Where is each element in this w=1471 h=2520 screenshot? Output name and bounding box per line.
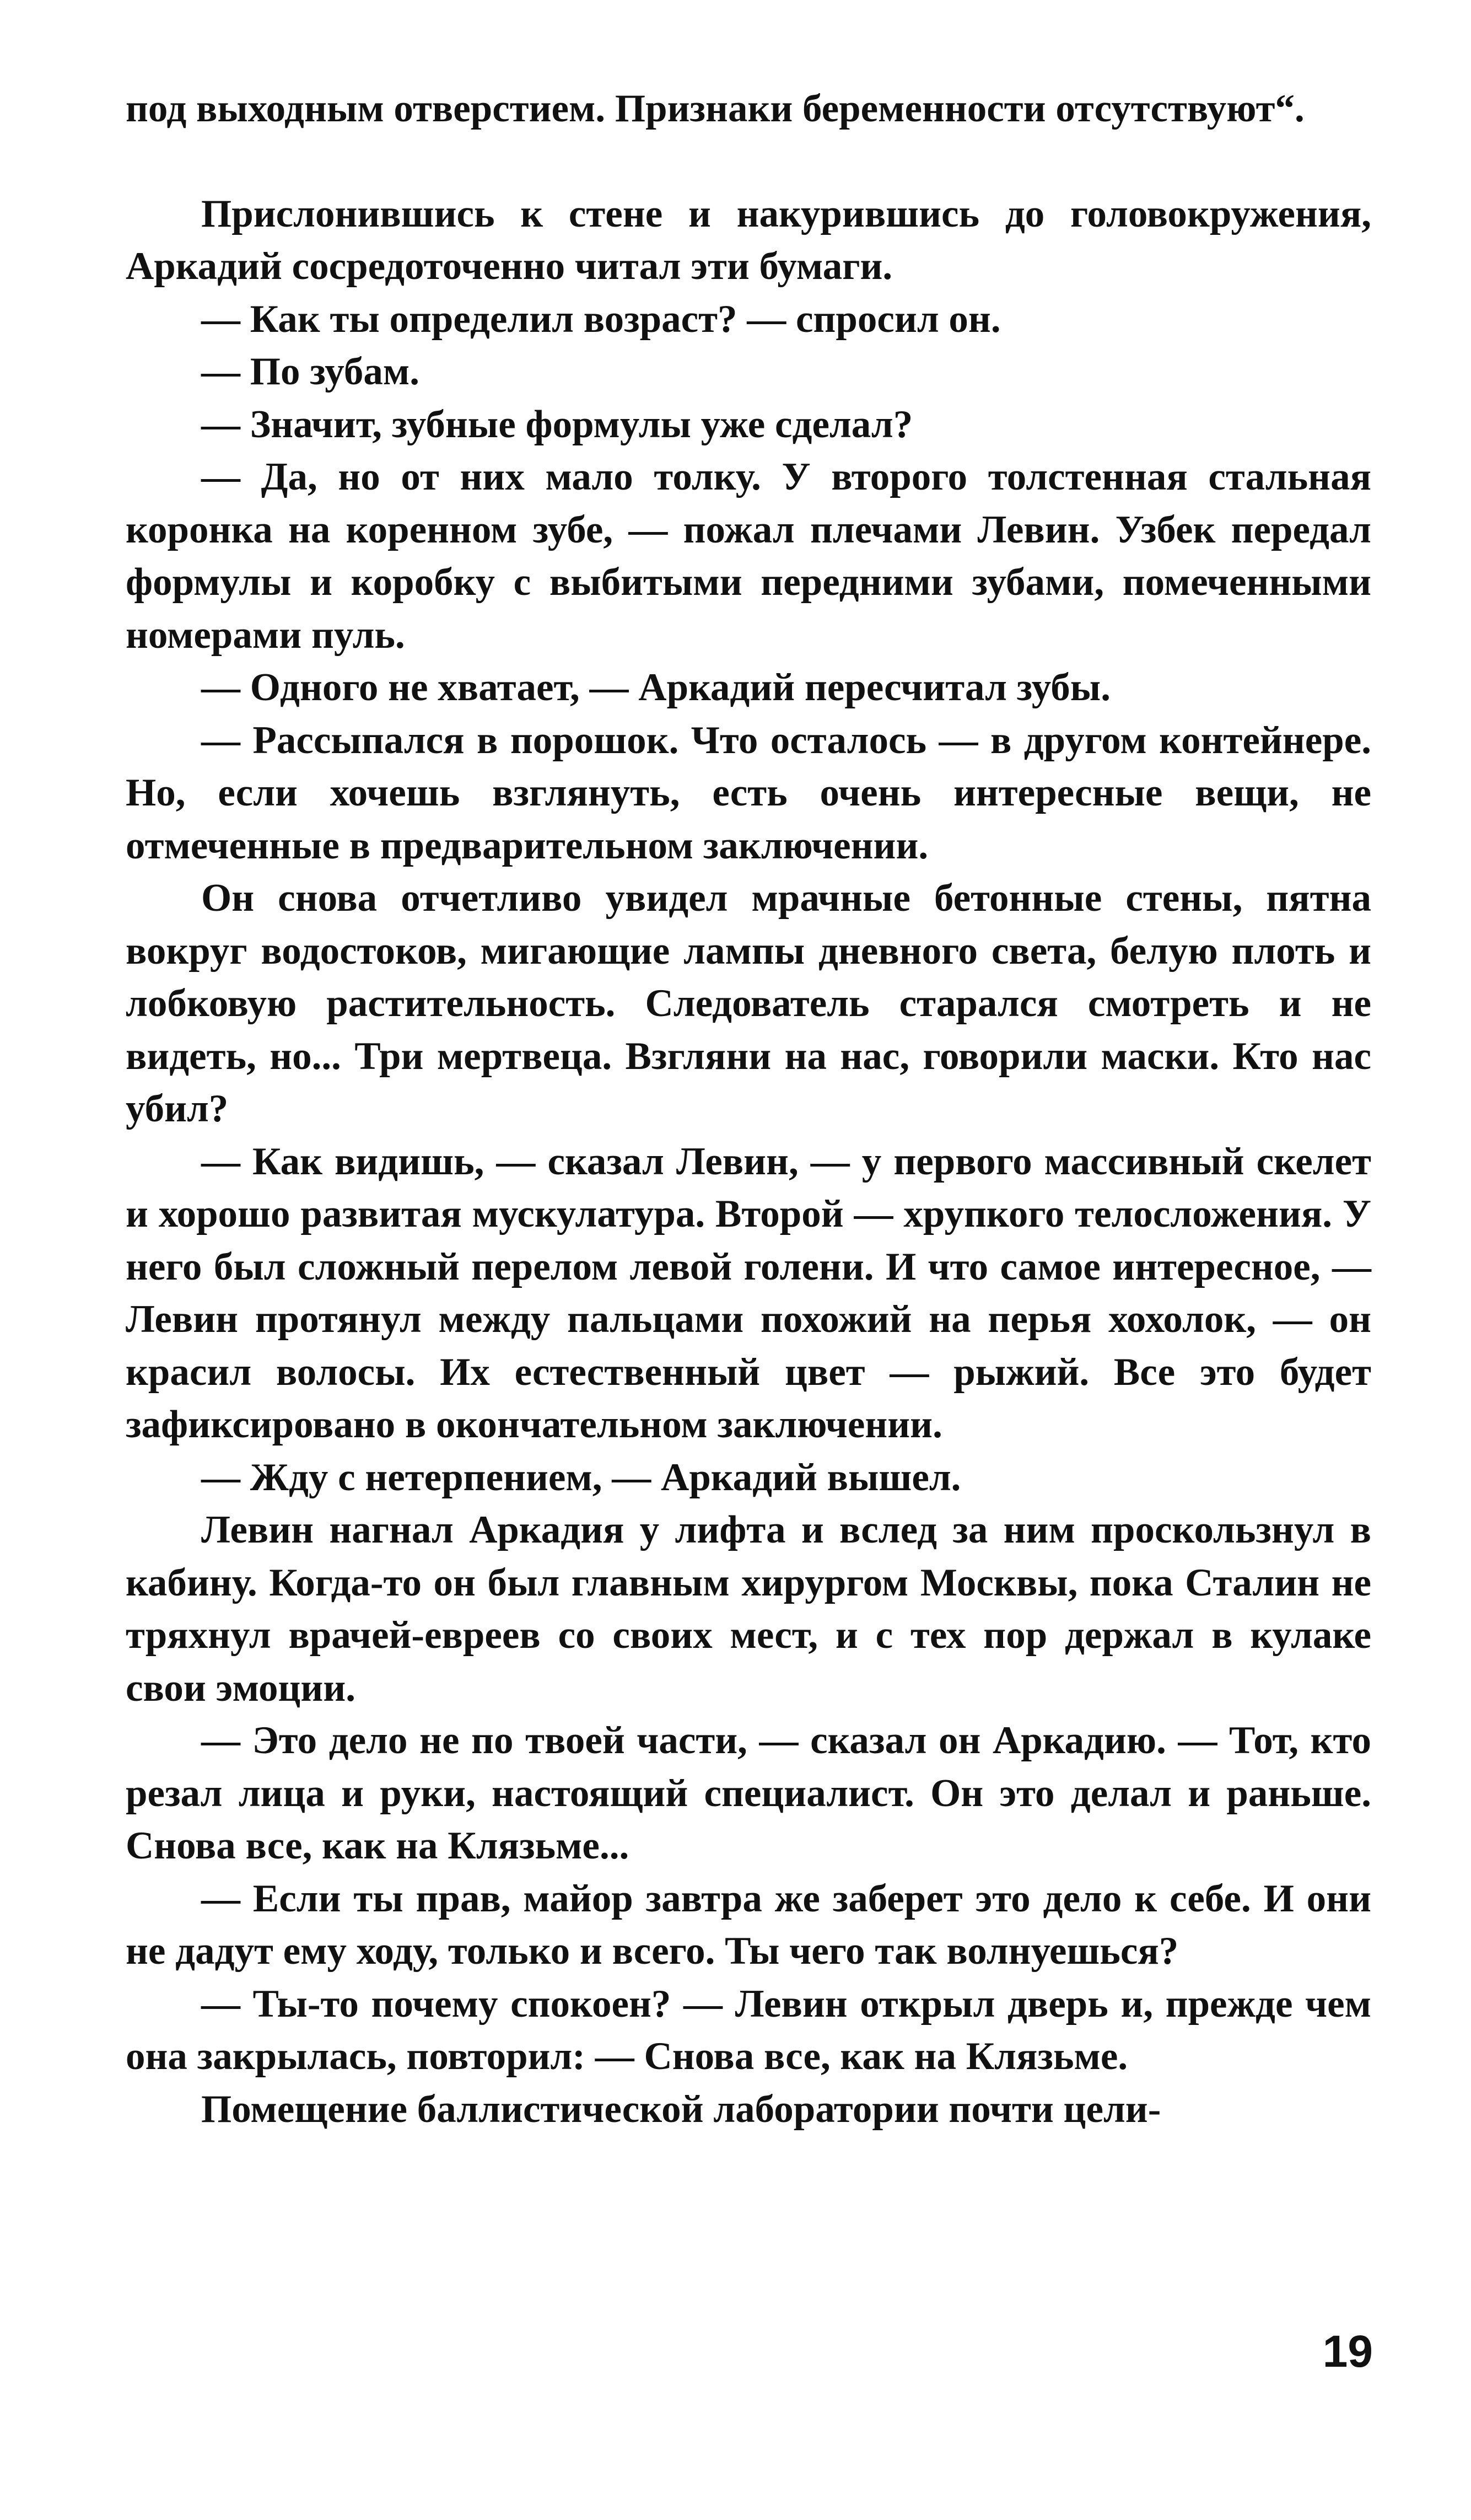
paragraph: под выходным отверстием. Признаки беременности отсутствуют“.: [126, 87, 1305, 130]
page-number: 19: [1322, 2326, 1373, 2377]
paragraph: — Да, но от них мало толку. У второго толстенная стальная коронка на коренном зубе, — пожал плечами Левин. Узбек передал формулы и коробку с выбитыми передними зубами, помеченными номерами пуль.: [126, 455, 1371, 657]
paragraph: Прислонившись к стене и накурившись до головокружения, Аркадий сосредоточенно читал эти бумаги.: [126, 192, 1371, 288]
paragraph: Левин нагнал Аркадия у лифта и вслед за ним проскользнул в кабину. Когда-то он был главным хирургом Москвы, пока Сталин не тряхнул врачей-евреев со своих мест, и с тех пор держал в кулаке свои эмоции.: [126, 1508, 1371, 1710]
paragraph: — Как видишь, — сказал Левин, — у первого массивный скелет и хорошо развитая мускулатура. Второй — хрупкого телосложения. У него был сложный перелом левой голени. И что самое интересное, — Левин протянул между пальцами похожий на перья хохолок, — он красил волосы. Их естественный цвет — рыжий. Все это будет зафиксировано в окончательном заключении.: [126, 1140, 1371, 1446]
paragraph: — Как ты определил возраст? — спросил он.: [201, 297, 1001, 341]
paragraph: — Значит, зубные формулы уже сделал?: [201, 402, 913, 446]
paragraph: — Это дело не по твоей части, — сказал он Аркадию. — Тот, кто резал лица и руки, настоящий специалист. Он это делал и раньше. Снова все, как на Клязьме...: [126, 1719, 1371, 1867]
paragraph: — По зубам.: [201, 350, 419, 393]
text-column: [126, 83, 1371, 2136]
paragraph: — Ты-то почему спокоен? — Левин открыл дверь и, прежде чем она закрылась, повторил: — Снова все, как на Клязьме.: [126, 1982, 1371, 2078]
paragraph: Он снова отчетливо увидел мрачные бетонные стены, пятна вокруг водостоков, мигающие лампы дневного света, белую плоть и лобковую растительность. Следователь старался смотреть и не видеть, но... Три мертвеца. Взгляни на нас, говорили маски. Кто нас убил?: [126, 877, 1371, 1130]
paragraph: — Если ты прав, майор завтра же заберет это дело к себе. И они не дадут ему ходу, только и всего. Ты чего так волнуешься?: [126, 1877, 1371, 1973]
paragraph: — Рассыпался в порошок. Что осталось — в другом контейнере. Но, если хочешь взглянуть, есть очень интересные вещи, не отмеченные в предварительном заключении.: [126, 718, 1371, 867]
paragraph: — Одного не хватает, — Аркадий пересчитал зубы.: [201, 666, 1111, 709]
paragraph: Помещение баллистической лаборатории почти цели-: [201, 2087, 1161, 2131]
paragraph: — Жду с нетерпением, — Аркадий вышел.: [201, 1455, 961, 1499]
